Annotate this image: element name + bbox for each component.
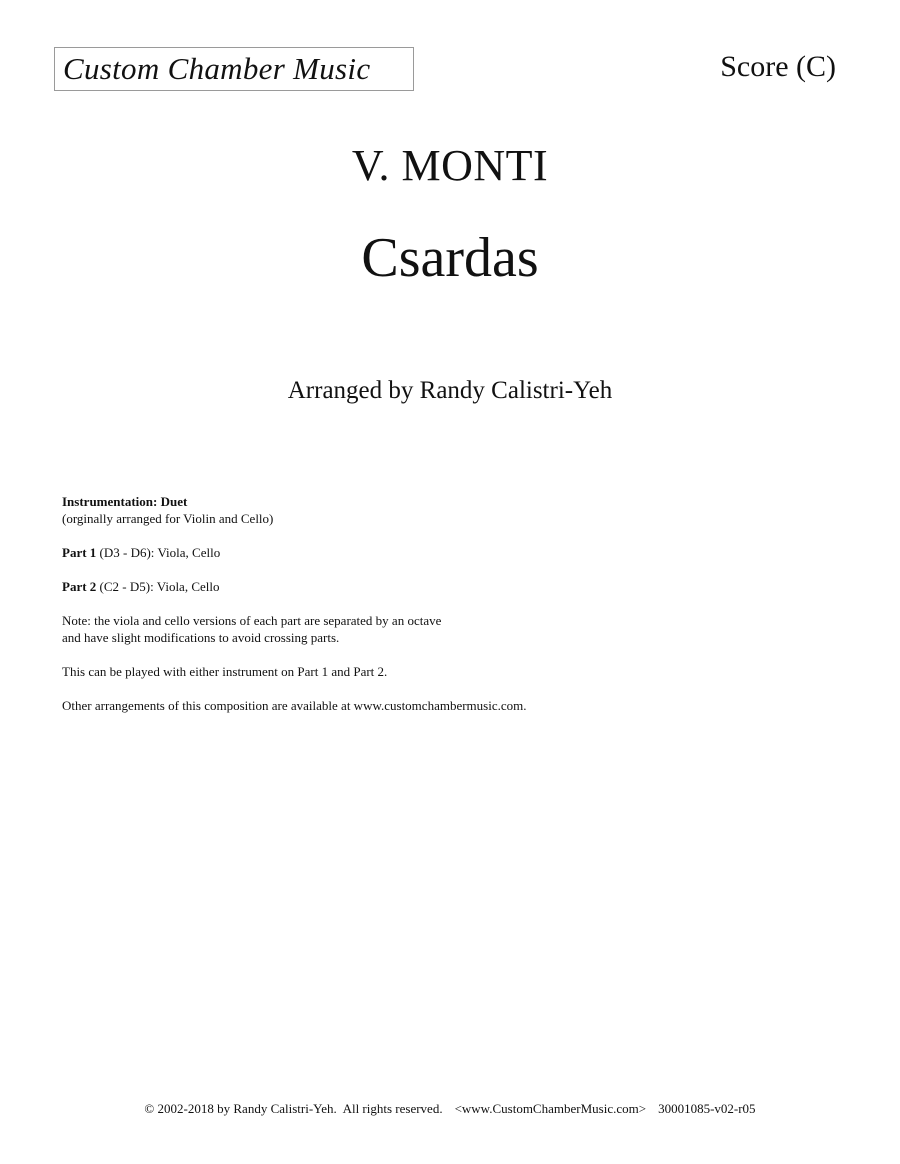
instrumentation-heading: Instrumentation: Duet [62, 494, 188, 509]
piece-title: Csardas [361, 227, 539, 289]
instrumentation-notes [62, 493, 762, 731]
part-1-detail: (D3 - D6): Viola, Cello [96, 545, 221, 560]
part-1-label: Part 1 [62, 545, 97, 560]
part-2-label: Part 2 [62, 579, 97, 594]
either-instrument-note: This can be played with either instrument on Part 1 and Part 2. [62, 664, 388, 679]
catalog-id: 30001085-v02-r05 [658, 1101, 756, 1116]
octave-note [62, 612, 762, 646]
octave-note-line1: Note: the viola and cello versions of each part are separated by an octave [62, 613, 442, 628]
octave-note-line2: and have slight modifications to avoid crossing parts. [62, 630, 340, 645]
page-footer [0, 1101, 900, 1117]
arranger-credit: Arranged by Randy Calistri-Yeh [287, 377, 613, 404]
other-arrangements-note: Other arrangements of this composition are available at www.customchambermusic.com. [62, 698, 527, 713]
part-1-line [62, 544, 762, 561]
copyright-notice: © 2002-2018 by Randy Calistri-Yeh. All rights reserved. [144, 1101, 443, 1116]
footer-website: <www.CustomChamberMusic.com> [454, 1101, 647, 1116]
original-arrangement-note: (orginally arranged for Violin and Cello) [62, 511, 274, 526]
publisher-logo-box [54, 47, 414, 91]
publisher-name: Custom Chamber Music [63, 51, 371, 86]
score-label: Score (C) [720, 50, 836, 83]
part-2-line [62, 578, 762, 595]
composer-name: V. MONTI [351, 141, 549, 190]
part-2-detail: (C2 - D5): Viola, Cello [96, 579, 220, 594]
